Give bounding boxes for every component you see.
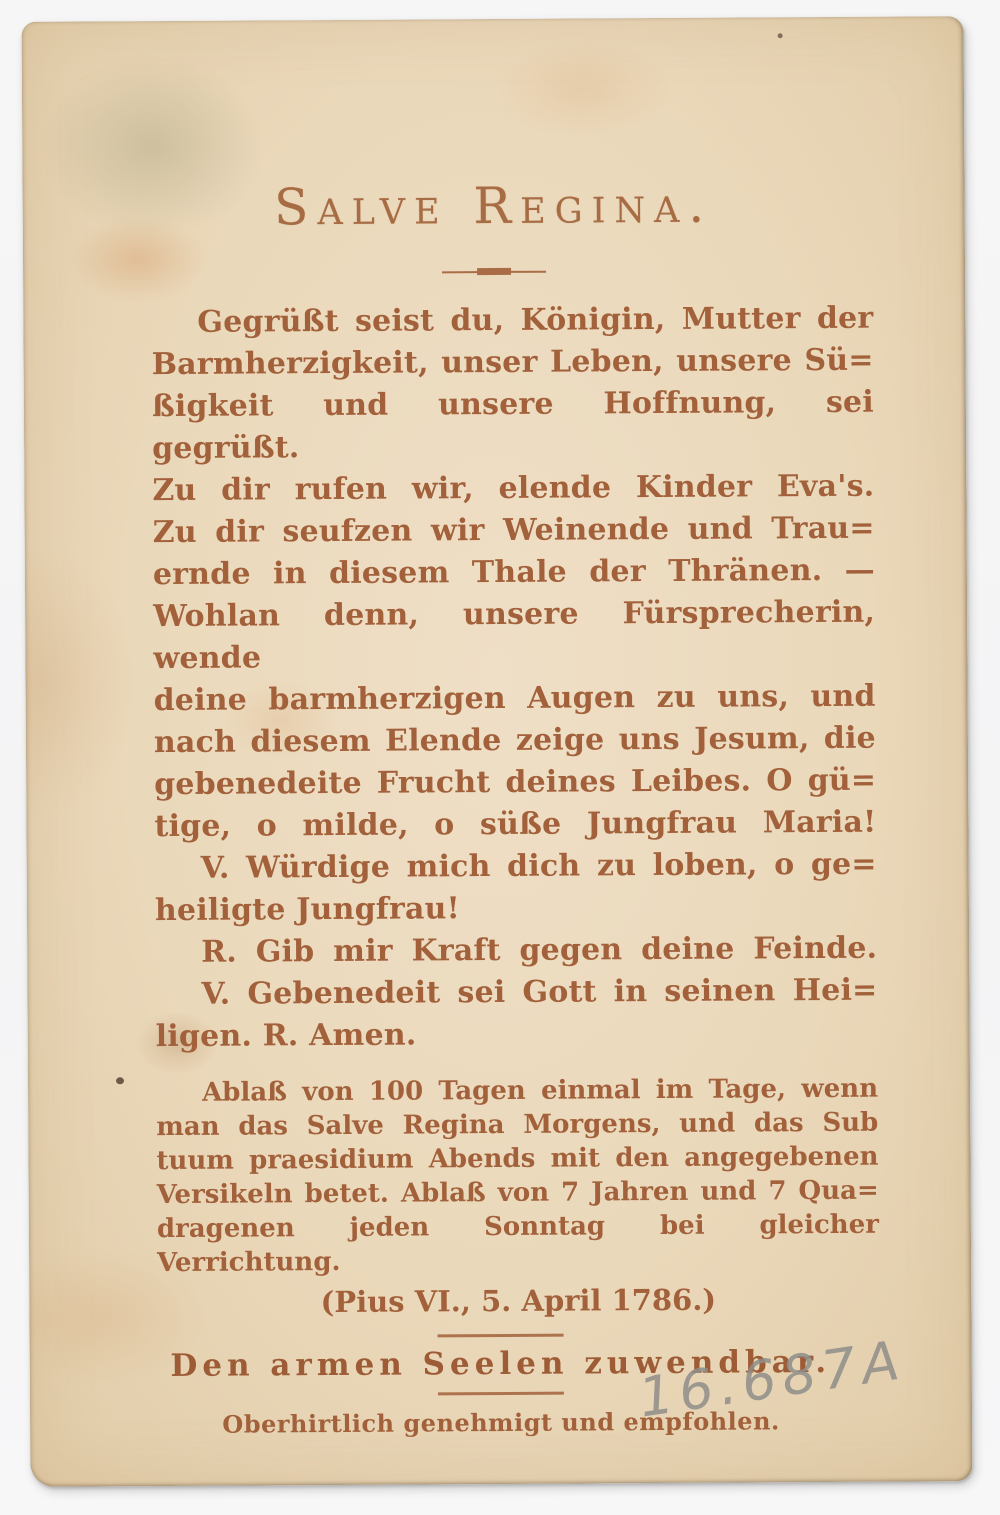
text-line: ßigkeit und unsere Hoffnung, sei gegrüßt. xyxy=(151,384,874,467)
text-line: nach diesem Elende zeige uns Jesum, die xyxy=(153,720,877,761)
text-line: Gegrüßt seist du, Königin, Mutter der xyxy=(197,300,874,340)
approval-line: Oberhirtlich genehmigt und empfohlen. xyxy=(222,1406,780,1439)
text-line: Zu dir seufzen wir Weinende und Trau= xyxy=(152,510,875,551)
text-line: deine barmherzigen Augen zu uns, und xyxy=(153,678,876,719)
text-line: V. Würdige mich dich zu loben, o ge= xyxy=(200,846,877,886)
text-line: ligen. R. Amen. xyxy=(155,1017,417,1055)
title-divider xyxy=(442,267,546,277)
text-line: Zu dir rufen wir, elende Kinder Eva's. xyxy=(152,468,875,509)
text-line: tige, o milde, o süße Jungfrau Maria! xyxy=(154,804,877,845)
text-line: gebenedeite Frucht deines Leibes. O gü= xyxy=(154,762,877,803)
text-line: Versikeln betet. Ablaß von 7 Jahren und 7 Qua= xyxy=(156,1175,879,1211)
paper-speck xyxy=(116,1077,124,1084)
text-line: man das Salve Regina Morgens, und das Sub xyxy=(156,1107,879,1143)
text-line: ernde in diesem Thale der Thränen. — xyxy=(152,552,876,593)
indulgence-note-block xyxy=(156,1072,879,1280)
text-line: V. Gebenedeit sei Gott in seinen Hei= xyxy=(201,972,878,1012)
prayer-text-block xyxy=(151,298,878,1058)
pius-attribution: (Pius VI., 5. April 1786.) xyxy=(320,1282,717,1320)
text-line: heiligte Jungfrau! xyxy=(154,891,461,929)
text-column xyxy=(23,297,971,1321)
card-title: Salve Regina. xyxy=(273,175,714,237)
text-line: Ablaß von 100 Tagen einmal im Tage, wenn xyxy=(201,1073,879,1108)
dedication-line: Den armen Seelen zuwendbar. xyxy=(170,1343,832,1385)
paper-speck xyxy=(778,33,783,38)
handwritten-inventory-number: 16.687A xyxy=(634,1328,909,1430)
text-line: R. Gib mir Kraft gegen deine Feinde. xyxy=(201,930,878,970)
text-line: Wohlan denn, unsere Fürsprecherin, wende xyxy=(153,594,876,677)
text-line: Barmherzigkeit, unser Leben, unsere Sü= xyxy=(151,342,874,383)
text-line: dragenen jeden Sonntag bei gleicher Verrichtung. xyxy=(156,1209,879,1279)
divider-line-top xyxy=(438,1334,564,1338)
divider-line-bottom xyxy=(438,1392,564,1396)
prayer-card-scan xyxy=(22,16,973,1487)
text-line: tuum praesidium Abends mit den angegebenen xyxy=(156,1141,879,1177)
